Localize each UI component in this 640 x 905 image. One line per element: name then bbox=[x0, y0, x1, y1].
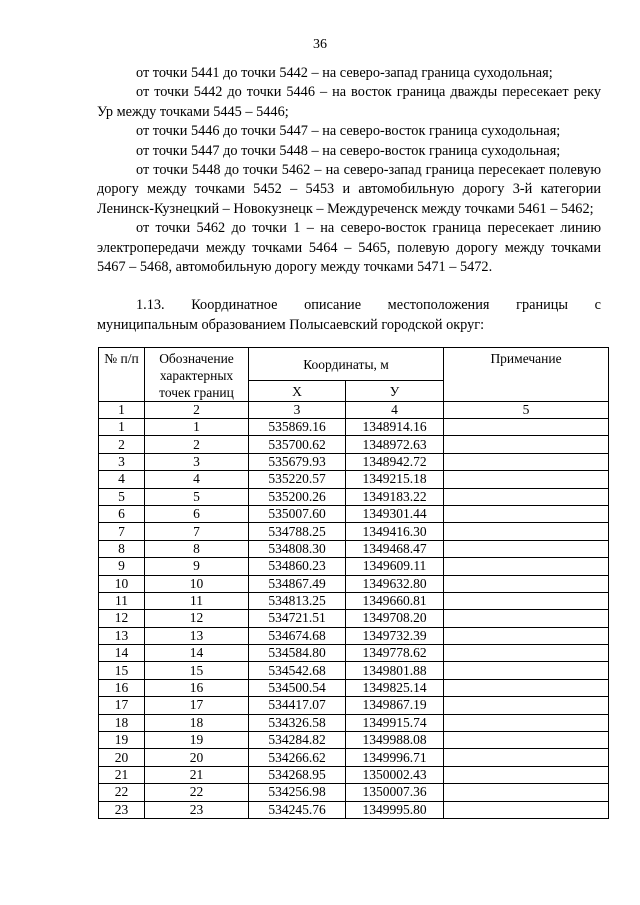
table-row bbox=[99, 732, 609, 749]
cell-num: 8 bbox=[99, 540, 145, 557]
cell-designation: 11 bbox=[145, 592, 249, 609]
table-row bbox=[99, 610, 609, 627]
column-number: 2 bbox=[145, 402, 249, 419]
table-row bbox=[99, 575, 609, 592]
header-coordinates: Координаты, м bbox=[249, 348, 444, 381]
cell-x: 534326.58 bbox=[249, 714, 346, 731]
table-row bbox=[99, 540, 609, 557]
cell-num: 15 bbox=[99, 662, 145, 679]
cell-y: 1348942.72 bbox=[346, 453, 444, 470]
paragraph: от точки 5447 до точки 5448 – на северо-восток граница суходольная; bbox=[136, 142, 561, 159]
table-row bbox=[99, 766, 609, 783]
cell-y: 1348972.63 bbox=[346, 436, 444, 453]
table-row bbox=[99, 558, 609, 575]
cell-designation: 16 bbox=[145, 679, 249, 696]
cell-note bbox=[444, 627, 609, 644]
table-row bbox=[99, 679, 609, 696]
cell-num: 17 bbox=[99, 697, 145, 714]
cell-num: 6 bbox=[99, 505, 145, 522]
cell-note bbox=[444, 732, 609, 749]
table-row bbox=[99, 471, 609, 488]
cell-note bbox=[444, 784, 609, 801]
paragraph: от точки 5441 до точки 5442 – на северо-запад граница суходольная; bbox=[136, 65, 553, 81]
cell-designation: 22 bbox=[145, 784, 249, 801]
table-row bbox=[99, 697, 609, 714]
cell-designation: 2 bbox=[145, 436, 249, 453]
cell-designation: 19 bbox=[145, 732, 249, 749]
cell-designation: 15 bbox=[145, 662, 249, 679]
header-designation: Обозначение характерных точек границ bbox=[145, 348, 249, 402]
cell-num: 10 bbox=[99, 575, 145, 592]
cell-num: 21 bbox=[99, 766, 145, 783]
cell-x: 535220.57 bbox=[249, 471, 346, 488]
cell-num: 14 bbox=[99, 645, 145, 662]
cell-note bbox=[444, 505, 609, 522]
cell-note bbox=[444, 645, 609, 662]
cell-y: 1349732.39 bbox=[346, 627, 444, 644]
cell-num: 3 bbox=[99, 453, 145, 470]
cell-y: 1349825.14 bbox=[346, 679, 444, 696]
cell-x: 534245.76 bbox=[249, 801, 346, 818]
header-note: Примечание bbox=[444, 348, 609, 402]
cell-y: 1349915.74 bbox=[346, 714, 444, 731]
cell-num: 12 bbox=[99, 610, 145, 627]
cell-x: 534860.23 bbox=[249, 558, 346, 575]
header-y: У bbox=[346, 381, 444, 402]
column-number: 4 bbox=[346, 402, 444, 419]
cell-x: 534256.98 bbox=[249, 784, 346, 801]
cell-y: 1349609.11 bbox=[346, 558, 444, 575]
cell-x: 535700.62 bbox=[249, 436, 346, 453]
table-row bbox=[99, 784, 609, 801]
cell-x: 534721.51 bbox=[249, 610, 346, 627]
cell-designation: 14 bbox=[145, 645, 249, 662]
cell-note bbox=[444, 453, 609, 470]
cell-y: 1349867.19 bbox=[346, 697, 444, 714]
paragraph: от точки 5462 до точки 1 – на северо-восток граница пересекает линию электропередачи между точками 5464 – 5465, полевую дорогу между точками 5467 – 5468, автомобильную дорогу между точками 5471 – 5472. bbox=[97, 220, 601, 276]
column-number: 5 bbox=[444, 402, 609, 419]
table-row bbox=[99, 505, 609, 522]
table-row bbox=[99, 453, 609, 470]
cell-x: 534284.82 bbox=[249, 732, 346, 749]
table-body bbox=[99, 419, 609, 819]
cell-x: 534788.25 bbox=[249, 523, 346, 540]
cell-note bbox=[444, 801, 609, 818]
section-heading-line: муниципальным образованием Полысаевский городской округ: bbox=[97, 316, 485, 333]
cell-x: 534808.30 bbox=[249, 540, 346, 557]
cell-y: 1349301.44 bbox=[346, 505, 444, 522]
cell-x: 535679.93 bbox=[249, 453, 346, 470]
cell-num: 4 bbox=[99, 471, 145, 488]
cell-x: 534266.62 bbox=[249, 749, 346, 766]
cell-note bbox=[444, 436, 609, 453]
cell-num: 5 bbox=[99, 488, 145, 505]
cell-y: 1350002.43 bbox=[346, 766, 444, 783]
cell-note bbox=[444, 488, 609, 505]
cell-y: 1349215.18 bbox=[346, 471, 444, 488]
cell-num: 11 bbox=[99, 592, 145, 609]
table-row bbox=[99, 436, 609, 453]
cell-y: 1349416.30 bbox=[346, 523, 444, 540]
table-row bbox=[99, 801, 609, 818]
cell-note bbox=[444, 540, 609, 557]
cell-num: 9 bbox=[99, 558, 145, 575]
cell-x: 534674.68 bbox=[249, 627, 346, 644]
cell-designation: 4 bbox=[145, 471, 249, 488]
cell-designation: 6 bbox=[145, 505, 249, 522]
cell-y: 1349708.20 bbox=[346, 610, 444, 627]
cell-x: 534813.25 bbox=[249, 592, 346, 609]
cell-designation: 1 bbox=[145, 419, 249, 436]
cell-y: 1349183.22 bbox=[346, 488, 444, 505]
table-row bbox=[99, 592, 609, 609]
cell-y: 1349660.81 bbox=[346, 592, 444, 609]
cell-y: 1349996.71 bbox=[346, 749, 444, 766]
coordinates-table bbox=[98, 347, 609, 819]
cell-designation: 8 bbox=[145, 540, 249, 557]
cell-num: 22 bbox=[99, 784, 145, 801]
cell-designation: 12 bbox=[145, 610, 249, 627]
cell-y: 1349988.08 bbox=[346, 732, 444, 749]
cell-note bbox=[444, 714, 609, 731]
cell-num: 13 bbox=[99, 627, 145, 644]
cell-x: 534500.54 bbox=[249, 679, 346, 696]
cell-y: 1349632.80 bbox=[346, 575, 444, 592]
cell-designation: 10 bbox=[145, 575, 249, 592]
cell-y: 1350007.36 bbox=[346, 784, 444, 801]
cell-designation: 3 bbox=[145, 453, 249, 470]
header-num: № п/п bbox=[99, 348, 145, 402]
cell-designation: 13 bbox=[145, 627, 249, 644]
cell-y: 1348914.16 bbox=[346, 419, 444, 436]
table-row bbox=[99, 627, 609, 644]
cell-y: 1349468.47 bbox=[346, 540, 444, 557]
paragraph: от точки 5448 до точки 5462 – на северо-запад граница пересекает полевую дорогу между точками 5452 – 5453 и автомобильную дорогу 3-й категории Ленинск-Кузнецкий – Новокузнецк – Междуреченск между точками 5461 – 5462; bbox=[97, 162, 601, 217]
paragraph: от точки 5442 до точки 5446 – на восток граница дважды пересекает реку Ур между точками 5445 – 5446; bbox=[97, 84, 601, 120]
table-row bbox=[99, 488, 609, 505]
cell-x: 534417.07 bbox=[249, 697, 346, 714]
table-row bbox=[99, 662, 609, 679]
cell-y: 1349778.62 bbox=[346, 645, 444, 662]
cell-designation: 18 bbox=[145, 714, 249, 731]
cell-num: 23 bbox=[99, 801, 145, 818]
cell-designation: 5 bbox=[145, 488, 249, 505]
cell-note bbox=[444, 697, 609, 714]
cell-note bbox=[444, 662, 609, 679]
cell-designation: 21 bbox=[145, 766, 249, 783]
table-row bbox=[99, 523, 609, 540]
cell-num: 1 bbox=[99, 419, 145, 436]
cell-num: 16 bbox=[99, 679, 145, 696]
cell-num: 2 bbox=[99, 436, 145, 453]
cell-note bbox=[444, 575, 609, 592]
cell-x: 534584.80 bbox=[249, 645, 346, 662]
table-row bbox=[99, 419, 609, 436]
cell-note bbox=[444, 592, 609, 609]
cell-note bbox=[444, 749, 609, 766]
cell-num: 20 bbox=[99, 749, 145, 766]
cell-note bbox=[444, 766, 609, 783]
table-row bbox=[99, 749, 609, 766]
cell-note bbox=[444, 523, 609, 540]
section-heading bbox=[97, 296, 601, 335]
cell-y: 1349801.88 bbox=[346, 662, 444, 679]
cell-designation: 23 bbox=[145, 801, 249, 818]
boundary-description bbox=[97, 64, 601, 277]
column-number: 3 bbox=[249, 402, 346, 419]
cell-designation: 7 bbox=[145, 523, 249, 540]
cell-y: 1349995.80 bbox=[346, 801, 444, 818]
cell-designation: 9 bbox=[145, 558, 249, 575]
cell-x: 535007.60 bbox=[249, 505, 346, 522]
cell-x: 535869.16 bbox=[249, 419, 346, 436]
cell-num: 7 bbox=[99, 523, 145, 540]
cell-x: 535200.26 bbox=[249, 488, 346, 505]
cell-x: 534268.95 bbox=[249, 766, 346, 783]
cell-note bbox=[444, 610, 609, 627]
table-row bbox=[99, 645, 609, 662]
cell-designation: 17 bbox=[145, 697, 249, 714]
cell-note bbox=[444, 471, 609, 488]
page-number: 36 bbox=[313, 37, 327, 52]
cell-note bbox=[444, 679, 609, 696]
cell-note bbox=[444, 419, 609, 436]
cell-x: 534867.49 bbox=[249, 575, 346, 592]
cell-note bbox=[444, 558, 609, 575]
column-number: 1 bbox=[99, 402, 145, 419]
paragraph: от точки 5446 до точки 5447 – на северо-восток граница суходольная; bbox=[136, 123, 561, 140]
cell-num: 19 bbox=[99, 732, 145, 749]
cell-num: 18 bbox=[99, 714, 145, 731]
header-x: X bbox=[249, 381, 346, 402]
cell-designation: 20 bbox=[145, 749, 249, 766]
section-heading-line: 1.13. Координатное описание местоположения границы с bbox=[136, 297, 601, 313]
cell-x: 534542.68 bbox=[249, 662, 346, 679]
table-row bbox=[99, 714, 609, 731]
